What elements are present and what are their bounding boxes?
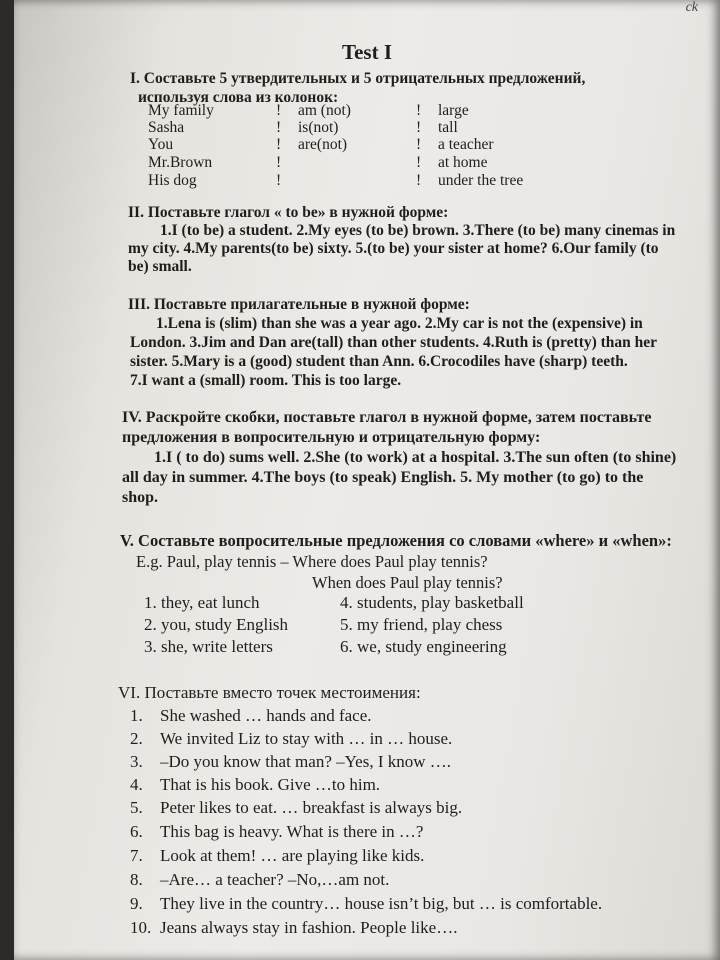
item-text: Look at them! … are playing like kids.	[160, 846, 425, 865]
item-text: –Do you know that man? –Yes, I know ….	[160, 752, 452, 771]
section-2-line: 1.I (to be) a student. 2.My eyes (to be) brown. 3.There (to be) many cinemas in	[160, 222, 676, 239]
section-4	[114, 408, 718, 508]
worksheet-page	[14, 0, 720, 960]
list-item	[130, 729, 452, 749]
item-text: She washed … hands and face.	[160, 706, 372, 725]
example-line-1: E.g. Paul, play tennis – Where does Paul play tennis?	[136, 552, 488, 571]
section-2	[128, 204, 718, 276]
separator-mark: !	[276, 154, 282, 171]
section-2-heading: II. Поставьте глагол « to be» в нужной форме:	[128, 204, 449, 221]
item-number: 4.	[130, 775, 143, 794]
complement-cell: at home	[438, 154, 488, 171]
item-number: 6.	[130, 822, 143, 841]
subject-cell: My family	[148, 102, 214, 119]
separator-mark: !	[276, 119, 282, 136]
item-number: 2.	[130, 729, 143, 748]
section-3-line: 7.I want a (small) room. This is too large.	[130, 372, 402, 389]
item-text: Peter likes to eat. … breakfast is always big.	[160, 798, 463, 817]
section-5	[120, 530, 720, 593]
section-4-heading-line-1: IV. Раскройте скобки, поставьте глагол в нужной форме, затем поставьте	[122, 409, 652, 426]
list-item	[130, 775, 380, 795]
list-item	[130, 752, 451, 772]
list-item	[130, 706, 372, 726]
section-5-heading: V. Составьте вопросительные предложения со словами «where» и «when»:	[120, 531, 672, 550]
item-number: 1.	[130, 706, 143, 725]
separator-mark: !	[416, 119, 422, 136]
separator-mark: !	[276, 102, 282, 119]
separator-mark: !	[416, 102, 422, 119]
separator-mark: !	[416, 136, 422, 153]
complement-cell: a teacher	[438, 136, 494, 153]
item-text: This bag is heavy. What is there in …?	[160, 822, 424, 841]
list-item: 3. she, write letters	[144, 637, 273, 656]
list-item: 1. they, eat lunch	[144, 593, 260, 612]
item-text: That is his book. Give …to him.	[160, 775, 381, 794]
corner-handwriting: ck	[685, 0, 698, 15]
section-3-line: sister. 5.Mary is a (good) student than Ann. 6.Crocodiles have (sharp) teeth.	[130, 353, 628, 370]
item-text: Jeans always stay in fashion. People like….	[160, 918, 458, 937]
verb-cell: is(not)	[298, 119, 339, 136]
verb-cell: am (not)	[298, 102, 351, 119]
list-item: 2. you, study English	[144, 615, 289, 634]
section-4-line: all day in summer. 4.The boys (to speak) English. 5. My mother (to go) to the	[122, 469, 644, 486]
item-number: 10.	[130, 918, 152, 937]
complement-cell: large	[438, 102, 469, 119]
subject-cell: You	[148, 136, 174, 153]
section-4-line: 1.I ( to do) sums well. 2.She (to work) at a hospital. 3.The sun often (to shine)	[154, 449, 677, 466]
item-number: 8.	[130, 870, 143, 889]
section-3-line: 1.Lena is (slim) than she was a year ago. 2.My car is not the (expensive) in	[156, 315, 643, 332]
section-1-heading-line-1: I. Составьте 5 утвердительных и 5 отрицательных предложений,	[130, 70, 586, 87]
section-1-heading-line-2: используя слова из колонок:	[138, 88, 339, 106]
page-title: Test I	[342, 40, 392, 64]
item-text: –Are… a teacher? –No,…am not.	[160, 870, 390, 889]
list-item	[130, 798, 462, 818]
separator-mark: !	[416, 154, 422, 171]
list-item: 4. students, play basketball	[340, 593, 524, 612]
section-3-line: London. 3.Jim and Dan are(tall) than other students. 4.Ruth is (pretty) than her	[130, 334, 658, 351]
list-item: 6. we, study engineering	[340, 637, 507, 656]
list-item	[130, 894, 602, 914]
verb-cell: are(not)	[298, 136, 348, 153]
section-6-heading: VI. Поставьте вместо точек местоимения:	[118, 683, 421, 702]
subject-cell: Mr.Brown	[148, 154, 213, 171]
section-6	[118, 684, 720, 703]
section-3-heading: III. Поставьте прилагательные в нужной форме:	[128, 296, 470, 313]
separator-mark: !	[276, 136, 282, 153]
item-text: They live in the country… house isn’t big, but … is comfortable.	[160, 894, 603, 913]
list-item	[130, 846, 424, 866]
subject-cell: Sasha	[148, 119, 185, 136]
complement-cell: tall	[438, 119, 458, 136]
example-line-2: When does Paul play tennis?	[312, 573, 503, 592]
item-number: 3.	[130, 752, 143, 771]
list-item	[130, 822, 423, 842]
section-2-line: my city. 4.My parents(to be) sixty. 5.(to be) your sister at home? 6.Our family (to	[128, 240, 659, 257]
section-2-line: be) small.	[128, 258, 192, 275]
separator-mark: !	[416, 172, 422, 189]
item-text: We invited Liz to stay with … in … house.	[160, 729, 453, 748]
separator-mark: !	[276, 172, 282, 189]
complement-cell: under the tree	[438, 172, 524, 189]
list-item	[130, 870, 389, 890]
item-number: 9.	[130, 894, 143, 913]
item-number: 7.	[130, 846, 143, 865]
list-item	[130, 918, 457, 938]
list-item: 5. my friend, play chess	[340, 615, 503, 634]
subject-cell: His dog	[148, 172, 197, 189]
section-4-line: shop.	[122, 489, 159, 506]
item-number: 5.	[130, 798, 143, 817]
section-4-heading-line-2: предложения в вопросительную и отрицательную форму:	[122, 429, 541, 446]
section-3	[118, 295, 718, 390]
